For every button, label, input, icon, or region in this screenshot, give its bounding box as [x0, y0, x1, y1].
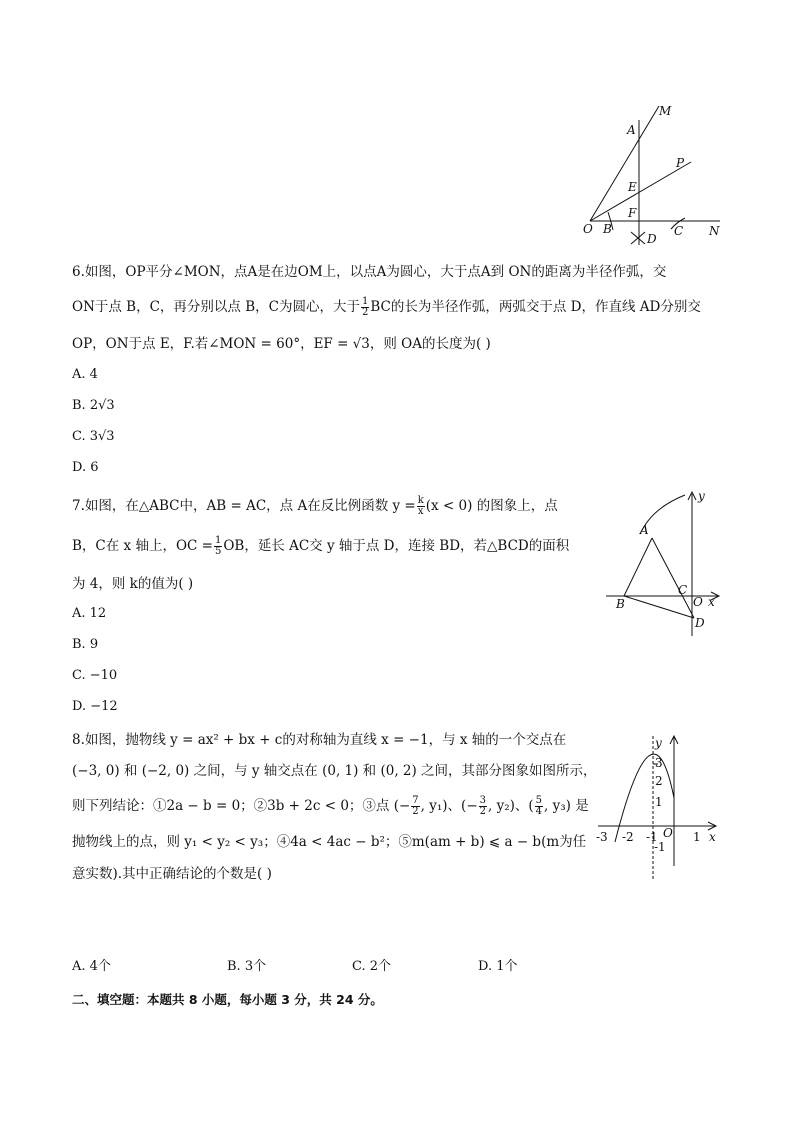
- q6-option-b[interactable]: B. 2√3: [72, 398, 115, 413]
- label-o: O: [583, 222, 593, 236]
- q7-line2a: B，C在 x 轴上，OC =: [72, 538, 213, 554]
- q8-frac-5-4: [535, 796, 543, 817]
- label-x: x: [709, 830, 716, 844]
- label-b: B: [603, 222, 612, 236]
- label-x: x: [708, 595, 715, 609]
- q7-frac1-num: k: [417, 495, 424, 506]
- q8-line3a: 则下列结论：①2a − b = 0；②3b + 2c < 0；③点 (−: [72, 798, 411, 814]
- label-a: A: [627, 123, 636, 137]
- q8-line1: 8.如图，抛物线 y = ax² + bx + c的对称轴为直线 x = −1，与 x 轴的一个交点在: [72, 732, 567, 748]
- label-o: O: [693, 595, 703, 609]
- q6-line1: 6.如图，OP平分∠MON，点A是在边OM上，以点A为圆心，大于点A到 ON的距离为半径作弧，交: [72, 264, 667, 280]
- q7-line2b: OB，延长 AC交 y 轴于点 D，连接 BD，若△BCD的面积: [223, 538, 570, 554]
- seg-ad: [652, 538, 694, 618]
- q8-frac-7-2: [411, 796, 419, 817]
- q8-line3d: , y₃) 是: [544, 798, 589, 814]
- label-3: 3: [655, 756, 663, 770]
- q8-f2-den: 2: [479, 806, 487, 817]
- label-c: C: [674, 224, 684, 238]
- section-2-heading: 二、填空题：本题共 8 小题，每小题 3 分，共 24 分。: [72, 992, 383, 1007]
- label-neg2: -2: [622, 830, 634, 844]
- q6-frac-num: 1: [361, 296, 369, 307]
- q7-line1b: (x < 0) 的图象上，点: [425, 498, 558, 514]
- q7-option-c[interactable]: C. −10: [72, 668, 118, 683]
- label-a: A: [640, 523, 649, 537]
- q6-option-d[interactable]: D. 6: [72, 460, 99, 475]
- label-d: D: [647, 232, 657, 246]
- label-neg1: -1: [646, 830, 658, 844]
- label-y: y: [698, 489, 705, 503]
- q8-line2: (−3, 0) 和 (−2, 0) 之间，与 y 轴交点在 (0, 1) 和 (0, 2) 之间，其部分图象如图所示，: [72, 763, 597, 779]
- ray-om: [590, 106, 659, 221]
- q8-line5: 意实数).其中正确结论的个数是( ): [72, 866, 272, 882]
- seg-ab: [624, 538, 652, 596]
- q6-option-a[interactable]: A. 4: [72, 367, 98, 382]
- q7-line3: 为 4，则 k的值为( ): [72, 576, 194, 592]
- label-neg3: -3: [596, 830, 608, 844]
- q7-fraction-15: [214, 536, 222, 557]
- q8-f2-num: 3: [479, 795, 487, 806]
- q7-option-d[interactable]: D. −12: [72, 699, 118, 714]
- q7-frac1-den: x: [417, 506, 424, 517]
- q7-line1a: 7.如图，在△ABC中，AB = AC，点 A在反比例函数 y =: [72, 498, 416, 514]
- q8-option-c[interactable]: C. 2个: [352, 959, 392, 974]
- label-pos1: 1: [693, 830, 701, 844]
- q7-option-a[interactable]: A. 12: [72, 606, 107, 621]
- label-1: 1: [655, 795, 663, 809]
- q6-fraction: [361, 297, 369, 318]
- label-y: y: [655, 736, 662, 750]
- q7-fraction-kx: [417, 496, 425, 517]
- q7-option-b[interactable]: B. 9: [72, 637, 99, 652]
- label-n: N: [709, 224, 720, 238]
- q6-figure: [575, 100, 725, 250]
- q7-frac2-den: 5: [214, 546, 222, 557]
- q6-line3: OP，ON于点 E，F.若∠MON = 60°，EF = √3，则 OA的长度为( ): [72, 336, 491, 352]
- q8-line3b: , y₁)、(−: [420, 798, 478, 814]
- label-d: D: [695, 616, 705, 630]
- seg-bd: [624, 596, 694, 618]
- q7-line2: [72, 536, 569, 557]
- q8-f3-den: 4: [535, 806, 543, 817]
- q8-f1-num: 7: [412, 795, 419, 806]
- q7-frac2-num: 1: [214, 535, 222, 546]
- q6-frac-den: 2: [361, 307, 369, 318]
- q6-line2b: BC的长为半径作弧，两弧交于点 D，作直线 AD分别交: [370, 299, 701, 315]
- q7-line1: [72, 496, 558, 517]
- q8-line4: 抛物线上的点，则 y₁ < y₂ < y₃；④4a < 4ac − b²；⑤m(am + b) ⩽ a − b(m为任: [72, 834, 587, 850]
- q8-option-a[interactable]: A. 4个: [72, 959, 111, 974]
- label-p: P: [676, 156, 685, 170]
- q8-line3c: , y₂)、(: [488, 798, 534, 814]
- label-m: M: [659, 104, 672, 118]
- q8-option-b[interactable]: B. 3个: [227, 959, 267, 974]
- q8-figure: [592, 730, 727, 885]
- q8-line3: [72, 796, 589, 817]
- q7-figure: [600, 488, 725, 638]
- label-f: F: [628, 206, 637, 220]
- label-c: C: [678, 583, 688, 597]
- label-b: B: [616, 597, 625, 611]
- ray-op: [590, 162, 691, 221]
- label-e: E: [628, 180, 637, 194]
- label-2: 2: [655, 774, 663, 788]
- q6-line2: [72, 297, 701, 318]
- label-o: O: [663, 826, 673, 840]
- q8-option-d[interactable]: D. 1个: [478, 959, 518, 974]
- q8-f1-den: 2: [412, 806, 419, 817]
- label-y-neg1: -1: [654, 840, 666, 854]
- q8-f3-num: 5: [535, 795, 543, 806]
- q6-option-c[interactable]: C. 3√3: [72, 429, 115, 444]
- q6-line2a: ON于点 B，C，再分别以点 B，C为圆心，大于: [72, 299, 360, 315]
- q8-frac-3-2: [479, 796, 487, 817]
